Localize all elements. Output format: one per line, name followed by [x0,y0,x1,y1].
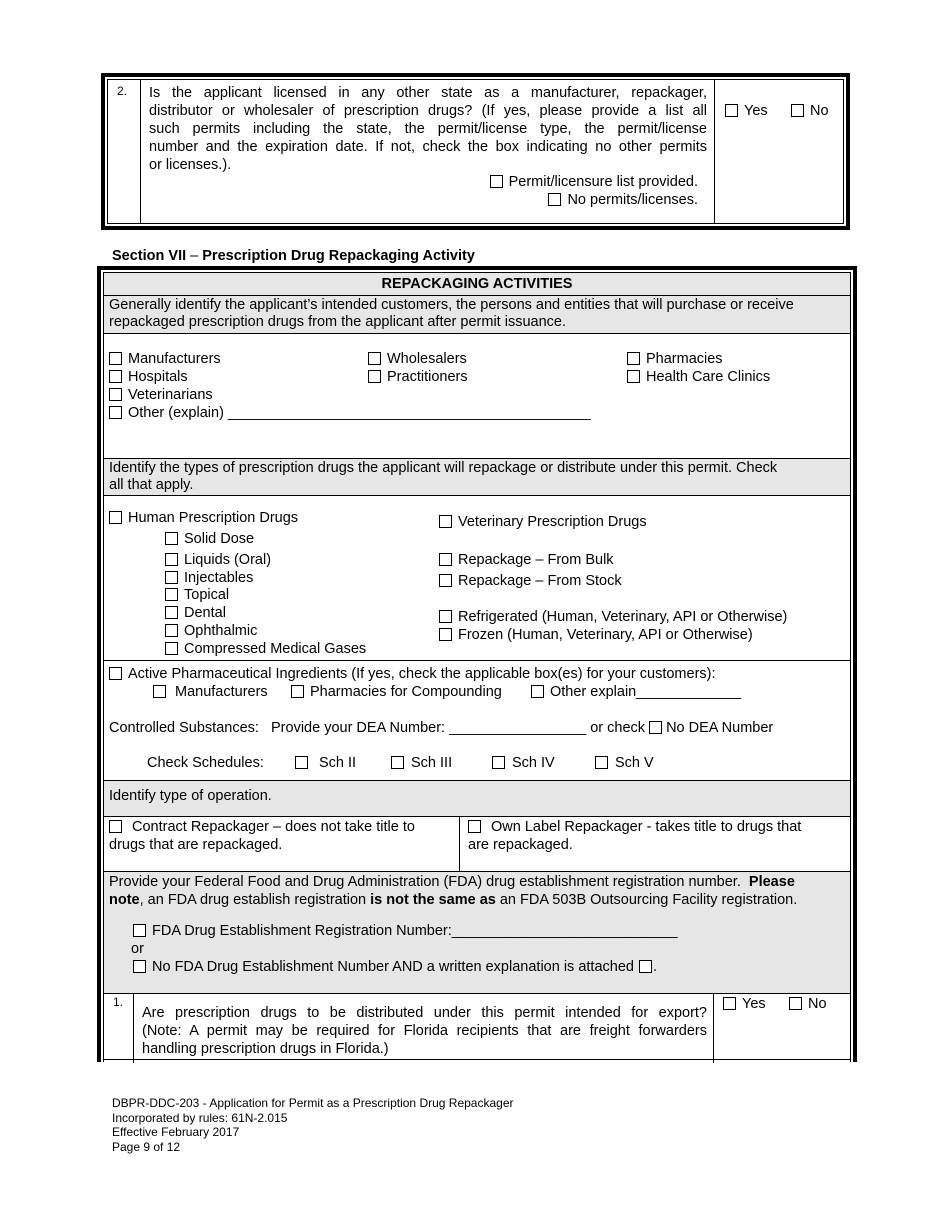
question-line: Is the applicant licensed in any other state as a manufacturer, repackager, [149,85,707,101]
question-number: 2. [117,84,128,98]
drug-topical[interactable]: Topical [165,587,229,603]
no-dea-option[interactable]: No DEA Number [649,720,773,736]
no-permits-checkbox[interactable] [548,193,561,206]
footer [112,1096,514,1154]
or-label: or [131,941,144,957]
checkbox[interactable] [649,721,662,734]
checkbox[interactable] [109,820,122,833]
q2-no-checkbox[interactable] [791,104,804,117]
drug-types-prompt-row [104,459,850,495]
q2-no-option[interactable]: No [791,103,829,119]
checkbox[interactable] [468,820,481,833]
checkbox[interactable] [439,610,452,623]
checkbox[interactable] [291,685,304,698]
drug-liquids[interactable]: Liquids (Oral) [165,552,271,568]
checkbox[interactable] [133,924,146,937]
q2-yes-option[interactable]: Yes [725,103,768,119]
api-other[interactable]: Other explain_____________ [531,684,741,700]
customer-manufacturers[interactable]: Manufacturers [109,351,221,367]
checkbox[interactable] [165,571,178,584]
question-2-text [149,84,707,174]
checkbox[interactable] [109,406,122,419]
customer-wholesalers[interactable]: Wholesalers [368,351,467,367]
checkbox[interactable] [627,370,640,383]
drug-human[interactable]: Human Prescription Drugs [109,510,298,526]
drug-veterinary[interactable]: Veterinary Prescription Drugs [439,514,647,530]
effective-date: Effective February 2017 [112,1125,240,1139]
checkbox[interactable] [439,515,452,528]
checkbox[interactable] [165,624,178,637]
question-1-text [142,1004,707,1058]
drug-from-stock[interactable]: Repackage – From Stock [439,573,622,589]
checkbox[interactable] [627,352,640,365]
permit-list-option[interactable]: Permit/licensure list provided. [490,174,698,190]
prompt-line: Identify type of operation. [109,788,272,804]
question-number: 1. [113,995,124,1009]
customer-pharmacies[interactable]: Pharmacies [627,351,723,367]
api-pharmacies-compounding[interactable]: Pharmacies for Compounding [291,684,502,700]
prompt-line: Generally identify the applicant’s intended customers, the persons and entities that will purchase or receive [109,297,794,313]
checkbox[interactable] [153,685,166,698]
drug-compressed-gases[interactable]: Compressed Medical Gases [165,641,366,657]
schedules-label: Check Schedules: [147,755,264,771]
drug-frozen[interactable]: Frozen (Human, Veterinary, API or Otherwise) [439,627,753,643]
customers-prompt-row [104,296,850,333]
drug-ophthalmic[interactable]: Ophthalmic [165,623,257,639]
option-text: are repackaged. [468,837,573,853]
checkbox[interactable] [295,756,308,769]
customer-veterinarians[interactable]: Veterinarians [109,387,213,403]
q2-yes-checkbox[interactable] [725,104,738,117]
sch-v-option[interactable]: Sch V [595,755,654,771]
api-manufacturers[interactable]: Manufacturers [153,684,268,700]
page-number: Page 9 of 12 [112,1139,181,1154]
sch-ii-option[interactable]: Sch II [295,755,356,771]
option-text: drugs that are repackaged. [109,837,283,853]
q1-yes-checkbox[interactable] [723,997,736,1010]
fda-no-number-option[interactable]: No FDA Drug Establishment Number AND a written explanation is attached . [133,959,657,975]
question-line: or licenses.). [149,157,232,173]
operation-prompt-row [104,781,850,816]
checkbox[interactable] [165,642,178,655]
checkbox[interactable] [109,511,122,524]
no-permits-option[interactable]: No permits/licenses. [548,192,698,208]
q1-no-option[interactable]: No [789,996,827,1012]
customer-other[interactable]: Other (explain) _____________________________________________ [109,405,591,421]
drug-injectables[interactable]: Injectables [165,570,253,586]
fda-line-2: note, an FDA drug establish registration is not the same as an FDA 503B Outsourcing Facility registration. [109,892,798,908]
question-line: Are prescription drugs to be distributed under this permit intended for export? [142,1005,707,1021]
checkbox[interactable] [165,606,178,619]
section-heading: Section VII – Prescription Drug Repackaging Activity [112,248,475,264]
checkbox[interactable] [109,352,122,365]
fda-reg-number-option[interactable]: FDA Drug Establishment Registration Number:____________________________ [133,923,678,939]
checkbox[interactable] [165,532,178,545]
question-line: such permits including the state, the permit/license type, the permit/license [149,121,707,137]
repackaging-activities-table [97,266,857,1062]
checkbox[interactable] [109,388,122,401]
checkbox[interactable] [439,628,452,641]
attached-checkbox[interactable] [639,960,652,973]
q1-yes-option[interactable]: Yes [723,996,766,1012]
prompt-line: all that apply. [109,477,194,493]
checkbox[interactable] [109,370,122,383]
q1-no-checkbox[interactable] [789,997,802,1010]
contract-repackager-option[interactable]: Contract Repackager – does not take title to [109,819,415,835]
customer-health-care-clinics[interactable]: Health Care Clinics [627,369,770,385]
drug-solid-dose[interactable]: Solid Dose [165,531,254,547]
checkbox[interactable] [368,370,381,383]
checkbox[interactable] [595,756,608,769]
sch-iii-option[interactable]: Sch III [391,755,452,771]
checkbox[interactable] [439,574,452,587]
drug-dental[interactable]: Dental [165,605,226,621]
customer-hospitals[interactable]: Hospitals [109,369,188,385]
form-id: DBPR-DDC-203 - Application for Permit as a Prescription Drug Repackager [112,1096,514,1110]
checkbox[interactable] [439,553,452,566]
rules: Incorporated by rules: 61N-2.015 [112,1110,288,1125]
controlled-substances: Controlled Substances: Provide your DEA Number: _________________ or check No DEA Number [109,720,774,736]
question-line: distributor or wholesaler of prescription drugs? (If yes, please provide a list all [149,103,707,119]
prompt-line: repackaged prescription drugs from the applicant after permit issuance. [109,314,566,330]
question-line: number and the expiration date. If not, check the box indicating no other permits [149,139,707,155]
customer-practitioners[interactable]: Practitioners [368,369,468,385]
table-title: REPACKAGING ACTIVITIES [104,273,850,295]
checkbox[interactable] [531,685,544,698]
question-2-table [101,73,850,230]
own-label-repackager-option[interactable]: Own Label Repackager - takes title to drugs that [468,819,801,835]
checkbox[interactable] [492,756,505,769]
question-line: (Note: A permit may be required for Florida recipients that are freight forwarders [142,1023,707,1039]
checkbox[interactable] [165,588,178,601]
checkbox[interactable] [368,352,381,365]
api-option[interactable]: Active Pharmaceutical Ingredients (If yes, check the applicable box(es) for your customers): [109,666,716,682]
sch-iv-option[interactable]: Sch IV [492,755,555,771]
checkbox[interactable] [133,960,146,973]
checkbox[interactable] [165,553,178,566]
fda-section [104,872,850,993]
prompt-line: Identify the types of prescription drugs the applicant will repackage or distribute under this permit. Check [109,460,778,476]
checkbox[interactable] [109,667,122,680]
permit-list-checkbox[interactable] [490,175,503,188]
drug-refrigerated[interactable]: Refrigerated (Human, Veterinary, API or Otherwise) [439,609,787,625]
fda-line-1: Provide your Federal Food and Drug Administration (FDA) drug establishment registration number. Please [109,874,795,890]
checkbox[interactable] [391,756,404,769]
question-line: handling prescription drugs in Florida.) [142,1041,389,1057]
drug-from-bulk[interactable]: Repackage – From Bulk [439,552,614,568]
